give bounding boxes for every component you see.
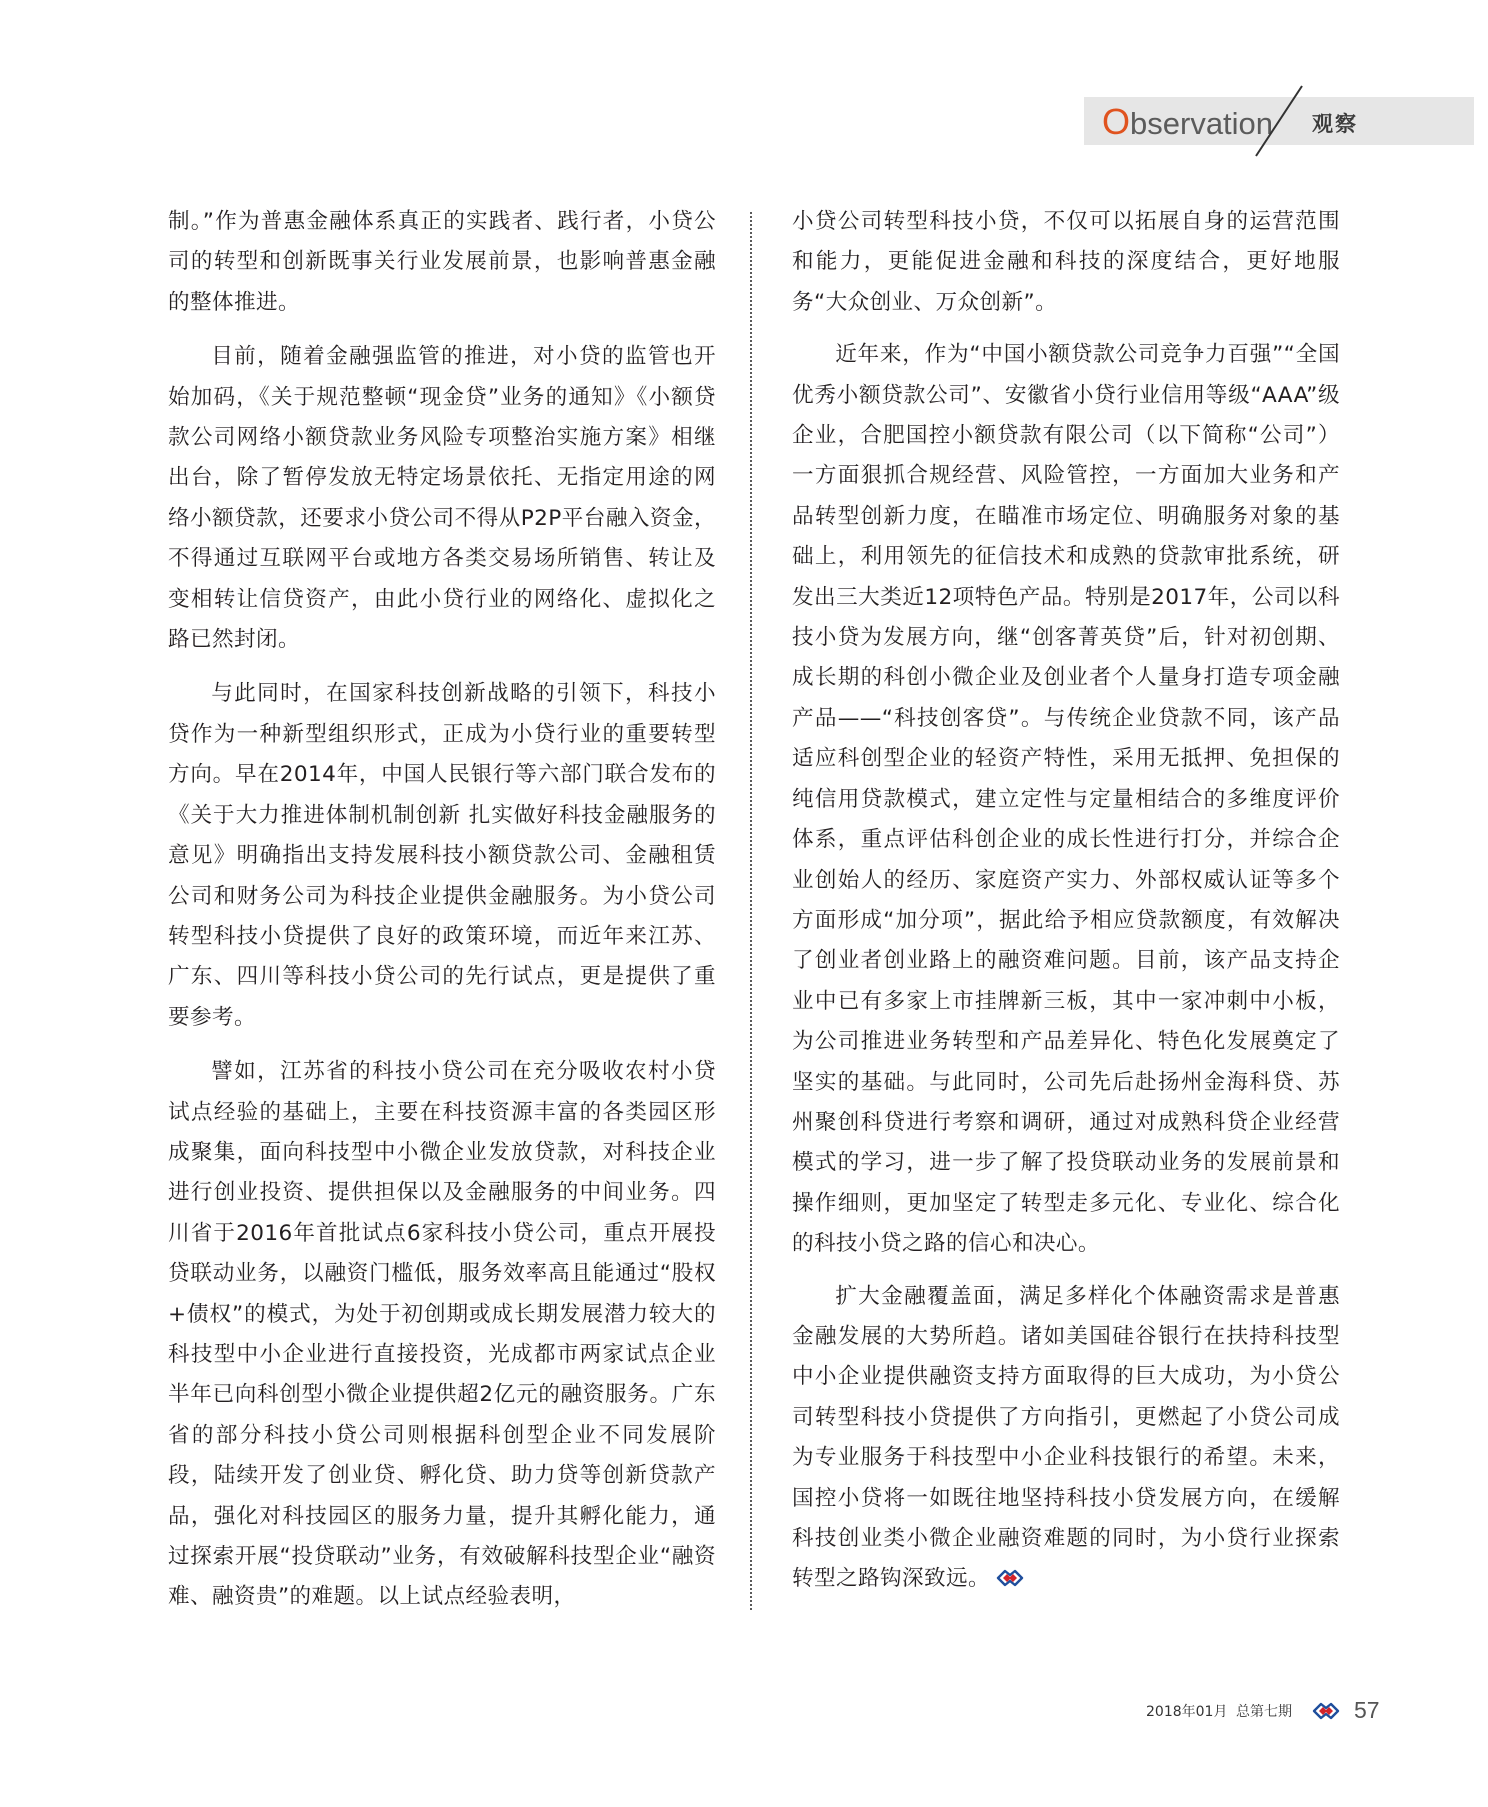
section-title-rest: bservation xyxy=(1130,106,1274,141)
paragraph: 譬如，江苏省的科技小贷公司在充分吸收农村小贷试点经验的基础上，主要在科技资源丰富的各类园区形成聚集，面向科技型中小微企业发放贷款，对科技企业进行创业投资、提供担保以及金融服务的中间业务。四川省于2016年首批试点6家科技小贷公司，重点开展投贷联动业务，以融资门槛低，服务效率高且能通过“股权+债权”的模式，为处于初创期或成长期发展潜力较大的科技型中小企业进行直接投资，光成都市两家试点企业半年已向科创型小微企业提供超2亿元的融资服务。广东省的部分科技小贷公司则根据科创型企业不同发展阶段，陆续开发了创业贷、孵化贷、助力贷等创新贷款产品，强化对科技园区的服务力量，提升其孵化能力，通过探索开展“投贷联动”业务，有效破解科技型企业“融资难、融资贵”的难题。以上试点经验表明， xyxy=(168,1059,716,1610)
paragraph: 小贷公司转型科技小贷，不仅可以拓展自身的运营范围和能力，更能促进金融和科技的深度结合，更好地服务“大众创业、万众创新”。 xyxy=(792,209,1340,315)
right-column xyxy=(792,202,1340,1600)
footer-date: 2018年01月 xyxy=(1146,1704,1228,1720)
header-slash-divider xyxy=(1250,84,1308,158)
paragraph: 目前，随着金融强监管的推进，对小贷的监管也开始加码，《关于规范整顿“现金贷”业务的通知》《小额贷款公司网络小额贷款业务风险专项整治实施方案》相继出台，除了暂停发放无特定场景依托、无指定用途的网络小额贷款，还要求小贷公司不得从P2P平台融入资金，不得通过互联网平台或地方各类交易场所销售、转让及变相转让信贷资产，由此小贷行业的网络化、虚拟化之路已然封闭。 xyxy=(168,344,716,653)
paragraph: 近年来，作为“中国小额贷款公司竞争力百强”“全国优秀小额贷款公司”、安徽省小贷行业信用等级“AAA”级企业，合肥国控小额贷款有限公司（以下简称“公司”）一方面狠抓合规经营、风险管控，一方面加大业务和产品转型创新力度，在瞄准市场定位、明确服务对象的基础上，利用领先的征信技术和成熟的贷款审批系统，研发出三大类近12项特色产品。特别是2017年，公司以科技小贷为发展方向，继“创客菁英贷”后，针对初创期、成长期的科创小微企业及创业者个人量身打造专项金融产品——“科技创客贷”。与传统企业贷款不同，该产品适应科创型企业的轻资产特性，采用无抵押、免担保的纯信用贷款模式，建立定性与定量相结合的多维度评价体系，重点评估科创企业的成长性进行打分，并综合企业创始人的经历、家庭资产实力、外部权威认证等多个方面形成“加分项”，据此给予相应贷款额度，有效解决了创业者创业路上的融资难问题。目前，该产品支持企业中已有多家上市挂牌新三板，其中一家冲刺中小板，为公司推进业务转型和产品差异化、特色化发展奠定了坚实的基础。与此同时，公司先后赴扬州金海科贷、苏州聚创科贷进行考察和调研，通过对成熟科贷企业经营模式的学习，进一步了解了投贷联动业务的发展前景和操作细则，更加坚定了转型走多元化、专业化、综合化的科技小贷之路的信心和决心。 xyxy=(792,342,1340,1257)
paragraph: 与此同时，在国家科技创新战略的引领下，科技小贷作为一种新型组织形式，正成为小贷行业的重要转型方向。早在2014年，中国人民银行等六部门联合发布的《关于大力推进体制机制创新 扎实做好科技金融服务的意见》明确指出支持发展科技小额贷款公司、金融租赁公司和财务公司为科技企业提供金融服务。为小贷公司转型科技小贷提供了良好的政策环境，而近年来江苏、广东、四川等科技小贷公司的先行试点，更是提供了重要参考。 xyxy=(168,681,716,1030)
section-title-initial: O xyxy=(1102,101,1131,142)
paragraph-text: 扩大金融覆盖面，满足多样化个体融资需求是普惠金融发展的大势所趋。诸如美国硅谷银行在扶持科技型中小企业提供融资支持方面取得的巨大成功，为小贷公司转型科技小贷提供了方向指引，更燃起了小贷公司成为专业服务于科技型中小企业科技银行的希望。未来，国控小贷将一如既往地坚持科技小贷发展方向，在缓解科技创业类小微企业融资难题的同时，为小贷行业探索转型之路钩深致远。 xyxy=(792,1283,1340,1592)
brand-logo-icon xyxy=(1312,1700,1340,1722)
page-number: 57 xyxy=(1354,1697,1380,1723)
section-title-cn: 观察 xyxy=(1312,112,1358,136)
footer-issue: 总第七期 xyxy=(1236,1704,1292,1720)
left-column xyxy=(168,202,716,1618)
paragraph: 制。”作为普惠金融体系真正的实践者、践行者，小贷公司的转型和创新既事关行业发展前景，也影响普惠金融的整体推进。 xyxy=(168,209,716,315)
section-title-en xyxy=(1102,100,1273,144)
brand-logo-icon xyxy=(996,1568,1024,1588)
paragraph-final xyxy=(792,1277,1340,1600)
column-divider xyxy=(750,212,752,1610)
